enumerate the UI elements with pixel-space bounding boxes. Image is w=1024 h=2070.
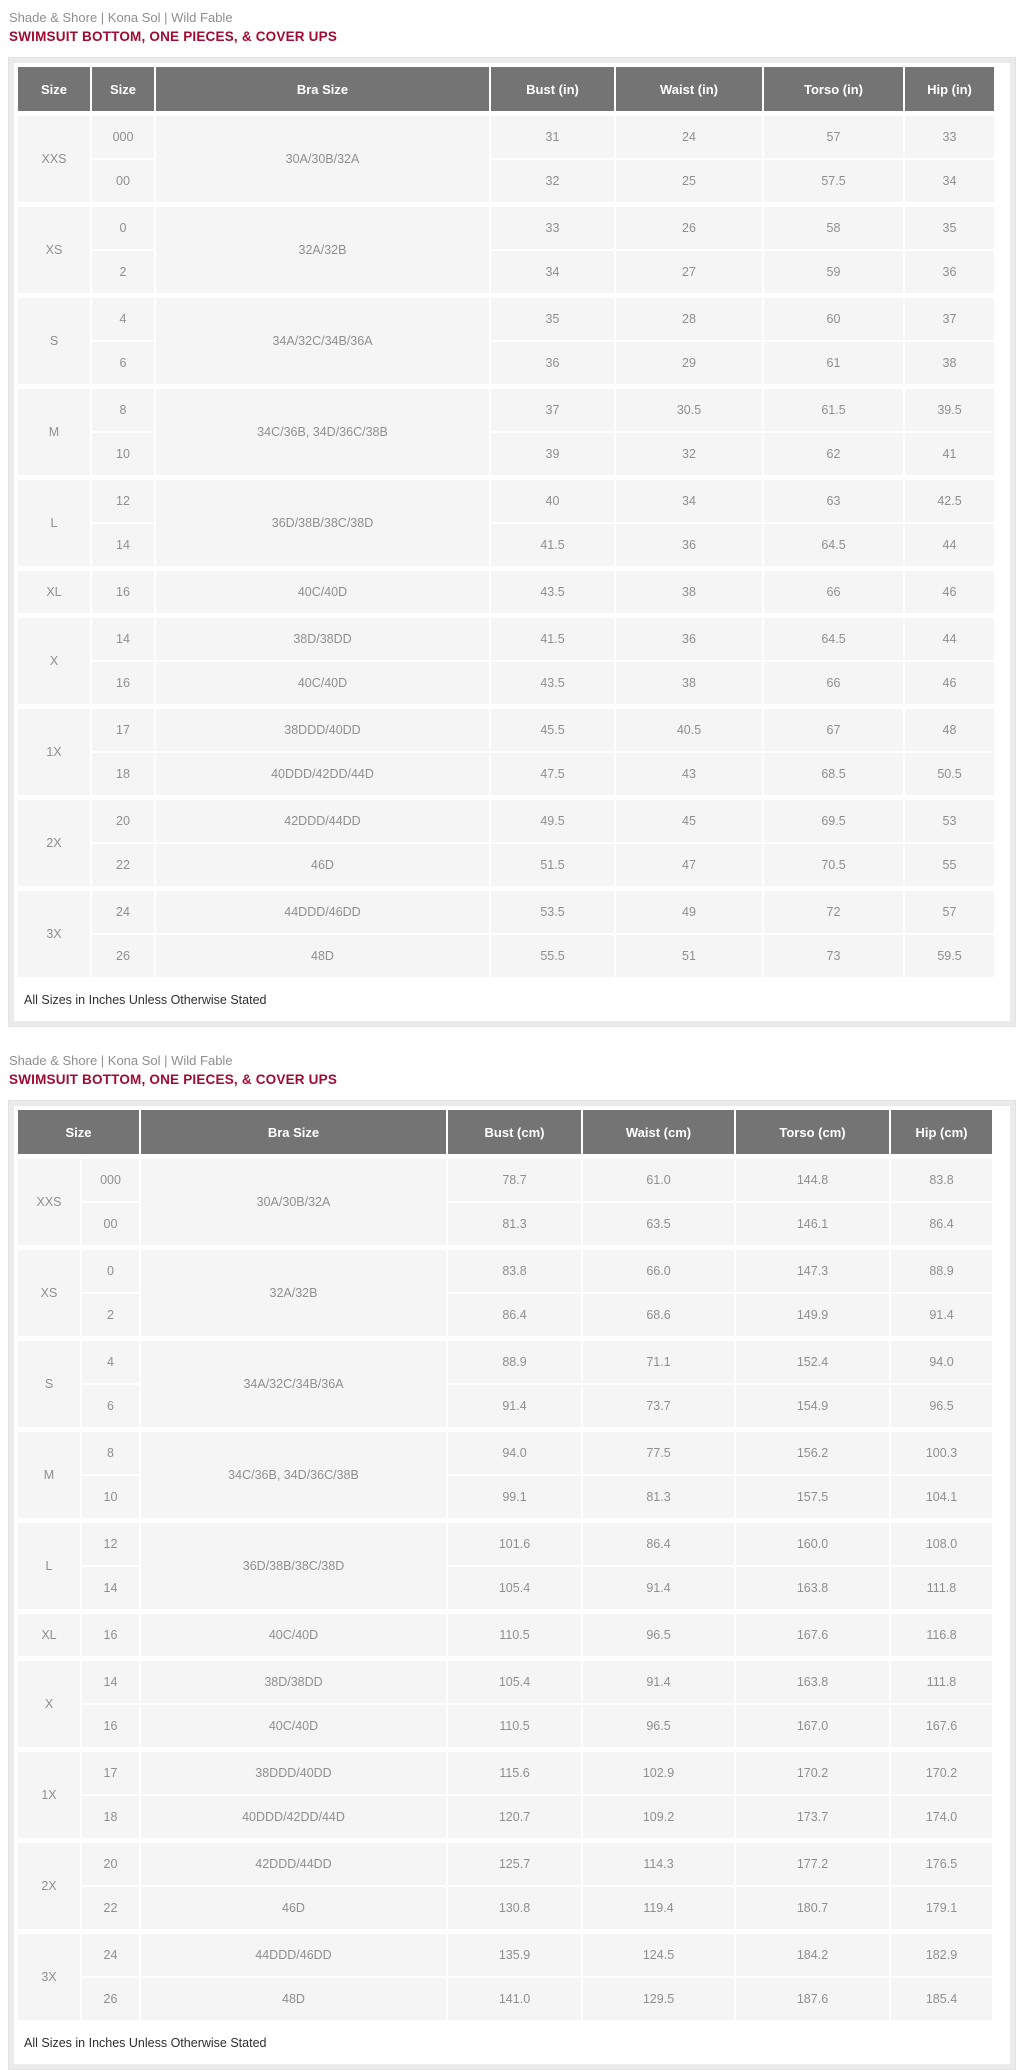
waist-cell: 124.5	[582, 1932, 735, 1978]
hip-cell: 44	[904, 616, 995, 662]
waist-cell: 96.5	[582, 1612, 735, 1659]
size-group-cell: XL	[17, 569, 91, 616]
torso-cell: 72	[763, 889, 904, 935]
size-number-cell: 00	[81, 1202, 140, 1248]
waist-cell: 96.5	[582, 1704, 735, 1750]
waist-cell: 71.1	[582, 1339, 735, 1385]
size-number-cell: 0	[91, 205, 155, 251]
torso-cell: 149.9	[735, 1293, 890, 1339]
bust-cell: 115.6	[447, 1750, 582, 1796]
torso-cell: 180.7	[735, 1886, 890, 1932]
torso-cell: 154.9	[735, 1384, 890, 1430]
waist-cell: 29	[615, 341, 763, 387]
waist-cell: 77.5	[582, 1430, 735, 1476]
torso-cell: 61.5	[763, 387, 904, 433]
bust-cell: 49.5	[490, 798, 615, 844]
size-number-cell: 10	[91, 432, 155, 478]
hip-cell: 59.5	[904, 934, 995, 978]
table-row	[17, 934, 995, 978]
size-chart-table-cm	[16, 1108, 994, 2022]
bust-cell: 99.1	[447, 1475, 582, 1521]
hip-cell: 46	[904, 569, 995, 616]
torso-cell: 70.5	[763, 843, 904, 889]
bust-cell: 40	[490, 478, 615, 524]
bra-size-cell: 30A/30B/32A	[140, 1157, 447, 1248]
bust-cell: 135.9	[447, 1932, 582, 1978]
size-number-cell: 24	[91, 889, 155, 935]
size-group-cell: 3X	[17, 1932, 81, 2022]
size-number-cell: 8	[91, 387, 155, 433]
torso-cell: 69.5	[763, 798, 904, 844]
size-number-cell: 20	[91, 798, 155, 844]
size-number-cell: 10	[81, 1475, 140, 1521]
size-number-cell: 20	[81, 1841, 140, 1887]
waist-cell: 91.4	[582, 1659, 735, 1705]
size-group-cell: 2X	[17, 798, 91, 889]
column-header: Torso (cm)	[735, 1109, 890, 1157]
bra-size-cell: 40C/40D	[155, 661, 490, 707]
size-group-cell: 3X	[17, 889, 91, 979]
waist-cell: 45	[615, 798, 763, 844]
torso-cell: 64.5	[763, 616, 904, 662]
torso-cell: 163.8	[735, 1659, 890, 1705]
column-header: Bra Size	[155, 66, 490, 114]
table-row	[17, 1795, 993, 1841]
hip-cell: 34	[904, 159, 995, 205]
bra-size-cell: 38DDD/40DD	[140, 1750, 447, 1796]
size-number-cell: 14	[81, 1566, 140, 1612]
size-chart-content-inches	[14, 63, 1010, 1021]
torso-cell: 68.5	[763, 752, 904, 798]
size-number-cell: 14	[91, 616, 155, 662]
waist-cell: 24	[615, 114, 763, 160]
column-header: Bust (in)	[490, 66, 615, 114]
torso-cell: 64.5	[763, 523, 904, 569]
size-number-cell: 6	[81, 1384, 140, 1430]
bra-size-cell: 38D/38DD	[140, 1659, 447, 1705]
bra-size-cell: 40C/40D	[140, 1612, 447, 1659]
size-number-cell: 2	[81, 1293, 140, 1339]
table-row	[17, 889, 995, 935]
column-header: Hip (cm)	[890, 1109, 993, 1157]
size-group-cell: 1X	[17, 707, 91, 798]
torso-cell: 177.2	[735, 1841, 890, 1887]
waist-cell: 38	[615, 569, 763, 616]
size-group-cell: XXS	[17, 1157, 81, 1248]
brand-list: Shade & Shore | Kona Sol | Wild Fable	[9, 10, 233, 25]
table-row	[17, 1521, 993, 1567]
size-number-cell: 14	[91, 523, 155, 569]
bra-size-cell: 32A/32B	[140, 1248, 447, 1339]
waist-cell: 109.2	[582, 1795, 735, 1841]
size-number-cell: 0	[81, 1248, 140, 1294]
waist-cell: 30.5	[615, 387, 763, 433]
waist-cell: 34	[615, 478, 763, 524]
bust-cell: 83.8	[447, 1248, 582, 1294]
torso-cell: 67	[763, 707, 904, 753]
waist-cell: 102.9	[582, 1750, 735, 1796]
category-title: SWIMSUIT BOTTOM, ONE PIECES, & COVER UPS	[9, 1072, 338, 1087]
waist-cell: 38	[615, 661, 763, 707]
size-number-cell: 16	[91, 569, 155, 616]
torso-cell: 147.3	[735, 1248, 890, 1294]
size-number-cell: 8	[81, 1430, 140, 1476]
hip-cell: 44	[904, 523, 995, 569]
waist-cell: 51	[615, 934, 763, 978]
bra-size-cell: 42DDD/44DD	[155, 798, 490, 844]
waist-cell: 86.4	[582, 1521, 735, 1567]
size-number-cell: 12	[81, 1521, 140, 1567]
bust-cell: 43.5	[490, 569, 615, 616]
category-title: SWIMSUIT BOTTOM, ONE PIECES, & COVER UPS	[9, 29, 338, 44]
table-row	[17, 798, 995, 844]
waist-cell: 91.4	[582, 1566, 735, 1612]
waist-cell: 73.7	[582, 1384, 735, 1430]
header-row	[17, 1109, 993, 1157]
table-row	[17, 1704, 993, 1750]
table-row	[17, 1886, 993, 1932]
torso-cell: 144.8	[735, 1157, 890, 1203]
waist-cell: 36	[615, 523, 763, 569]
hip-cell: 88.9	[890, 1248, 993, 1294]
waist-cell: 43	[615, 752, 763, 798]
waist-cell: 119.4	[582, 1886, 735, 1932]
bra-size-cell: 40DDD/42DD/44D	[155, 752, 490, 798]
hip-cell: 170.2	[890, 1750, 993, 1796]
hip-cell: 42.5	[904, 478, 995, 524]
waist-cell: 47	[615, 843, 763, 889]
bust-cell: 101.6	[447, 1521, 582, 1567]
size-number-cell: 22	[81, 1886, 140, 1932]
torso-cell: 57	[763, 114, 904, 160]
waist-cell: 40.5	[615, 707, 763, 753]
hip-cell: 179.1	[890, 1886, 993, 1932]
waist-cell: 25	[615, 159, 763, 205]
size-number-cell: 16	[81, 1612, 140, 1659]
size-number-cell: 000	[81, 1157, 140, 1203]
bust-cell: 130.8	[447, 1886, 582, 1932]
hip-cell: 100.3	[890, 1430, 993, 1476]
bra-size-cell: 48D	[155, 934, 490, 978]
hip-cell: 83.8	[890, 1157, 993, 1203]
waist-cell: 32	[615, 432, 763, 478]
torso-cell: 167.6	[735, 1612, 890, 1659]
table-row	[17, 661, 995, 707]
hip-cell: 111.8	[890, 1566, 993, 1612]
waist-cell: 49	[615, 889, 763, 935]
size-number-cell: 14	[81, 1659, 140, 1705]
bust-cell: 39	[490, 432, 615, 478]
hip-cell: 167.6	[890, 1704, 993, 1750]
bust-cell: 94.0	[447, 1430, 582, 1476]
torso-cell: 57.5	[763, 159, 904, 205]
torso-cell: 170.2	[735, 1750, 890, 1796]
torso-cell: 160.0	[735, 1521, 890, 1567]
bust-cell: 41.5	[490, 523, 615, 569]
size-number-cell: 16	[91, 661, 155, 707]
size-number-cell: 4	[81, 1339, 140, 1385]
torso-cell: 66	[763, 661, 904, 707]
hip-cell: 53	[904, 798, 995, 844]
bust-cell: 53.5	[490, 889, 615, 935]
size-group-cell: M	[17, 387, 91, 478]
size-group-cell: M	[17, 1430, 81, 1521]
bust-cell: 47.5	[490, 752, 615, 798]
hip-cell: 104.1	[890, 1475, 993, 1521]
torso-cell: 152.4	[735, 1339, 890, 1385]
bra-size-cell: 34A/32C/34B/36A	[140, 1339, 447, 1430]
hip-cell: 37	[904, 296, 995, 342]
hip-cell: 116.8	[890, 1612, 993, 1659]
torso-cell: 73	[763, 934, 904, 978]
size-group-cell: XL	[17, 1612, 81, 1659]
size-chart-content-cm	[14, 1106, 1010, 2064]
size-group-cell: XS	[17, 205, 91, 296]
hip-cell: 86.4	[890, 1202, 993, 1248]
torso-cell: 184.2	[735, 1932, 890, 1978]
bra-size-cell: 46D	[155, 843, 490, 889]
hip-cell: 94.0	[890, 1339, 993, 1385]
waist-cell: 81.3	[582, 1475, 735, 1521]
hip-cell: 50.5	[904, 752, 995, 798]
column-header: Bra Size	[140, 1109, 447, 1157]
bra-size-cell: 34A/32C/34B/36A	[155, 296, 490, 387]
title-block-cm	[9, 1053, 1024, 1088]
bust-cell: 91.4	[447, 1384, 582, 1430]
bust-cell: 105.4	[447, 1659, 582, 1705]
hip-cell: 46	[904, 661, 995, 707]
size-number-cell: 18	[91, 752, 155, 798]
size-number-cell: 12	[91, 478, 155, 524]
torso-cell: 156.2	[735, 1430, 890, 1476]
size-group-cell: XXS	[17, 114, 91, 205]
table-row	[17, 205, 995, 251]
bra-size-cell: 36D/38B/38C/38D	[155, 478, 490, 569]
bust-cell: 88.9	[447, 1339, 582, 1385]
bra-size-cell: 34C/36B, 34D/36C/38B	[155, 387, 490, 478]
table-row	[17, 387, 995, 433]
size-number-cell: 16	[81, 1704, 140, 1750]
size-number-cell: 22	[91, 843, 155, 889]
waist-cell: 129.5	[582, 1977, 735, 2021]
torso-cell: 146.1	[735, 1202, 890, 1248]
bust-cell: 141.0	[447, 1977, 582, 2021]
torso-cell: 62	[763, 432, 904, 478]
bust-cell: 120.7	[447, 1795, 582, 1841]
torso-cell: 157.5	[735, 1475, 890, 1521]
table-row	[17, 478, 995, 524]
title-block-inches	[9, 10, 1024, 45]
column-header: Size	[17, 1109, 140, 1157]
table-row	[17, 1612, 993, 1659]
hip-cell: 36	[904, 250, 995, 296]
size-number-cell: 26	[91, 934, 155, 978]
column-header: Bust (cm)	[447, 1109, 582, 1157]
bra-size-cell: 40C/40D	[140, 1704, 447, 1750]
waist-cell: 61.0	[582, 1157, 735, 1203]
hip-cell: 111.8	[890, 1659, 993, 1705]
size-number-cell: 000	[91, 114, 155, 160]
bust-cell: 110.5	[447, 1612, 582, 1659]
bra-size-cell: 44DDD/46DD	[155, 889, 490, 935]
bra-size-cell: 30A/30B/32A	[155, 114, 490, 205]
waist-cell: 63.5	[582, 1202, 735, 1248]
size-number-cell: 18	[81, 1795, 140, 1841]
table-row	[17, 707, 995, 753]
waist-cell: 28	[615, 296, 763, 342]
bra-size-cell: 34C/36B, 34D/36C/38B	[140, 1430, 447, 1521]
hip-cell: 38	[904, 341, 995, 387]
table-row	[17, 616, 995, 662]
torso-cell: 63	[763, 478, 904, 524]
footnote: All Sizes in Inches Unless Otherwise Stated	[16, 2022, 1008, 2064]
size-chart-table-inches	[16, 65, 996, 979]
table-row	[17, 1977, 993, 2021]
bust-cell: 51.5	[490, 843, 615, 889]
bra-size-cell: 48D	[140, 1977, 447, 2021]
table-row	[17, 569, 995, 616]
table-row	[17, 1248, 993, 1294]
brand-list: Shade & Shore | Kona Sol | Wild Fable	[9, 1053, 233, 1068]
size-group-cell: L	[17, 1521, 81, 1612]
bust-cell: 110.5	[447, 1704, 582, 1750]
hip-cell: 39.5	[904, 387, 995, 433]
column-header: Size	[91, 66, 155, 114]
bra-size-cell: 40DDD/42DD/44D	[140, 1795, 447, 1841]
column-header: Hip (in)	[904, 66, 995, 114]
bra-size-cell: 44DDD/46DD	[140, 1932, 447, 1978]
size-group-cell: S	[17, 1339, 81, 1430]
size-chart-panel-cm	[8, 1100, 1016, 2070]
bust-cell: 45.5	[490, 707, 615, 753]
column-header: Size	[17, 66, 91, 114]
bust-cell: 55.5	[490, 934, 615, 978]
waist-cell: 114.3	[582, 1841, 735, 1887]
size-number-cell: 2	[91, 250, 155, 296]
waist-cell: 36	[615, 616, 763, 662]
torso-cell: 163.8	[735, 1566, 890, 1612]
footnote: All Sizes in Inches Unless Otherwise Stated	[16, 979, 1008, 1021]
bra-size-cell: 46D	[140, 1886, 447, 1932]
size-number-cell: 4	[91, 296, 155, 342]
size-group-cell: X	[17, 616, 91, 707]
size-group-cell: X	[17, 1659, 81, 1750]
torso-cell: 58	[763, 205, 904, 251]
table-row	[17, 1157, 993, 1203]
size-number-cell: 17	[91, 707, 155, 753]
waist-cell: 26	[615, 205, 763, 251]
size-number-cell: 24	[81, 1932, 140, 1978]
hip-cell: 33	[904, 114, 995, 160]
torso-cell: 173.7	[735, 1795, 890, 1841]
size-number-cell: 26	[81, 1977, 140, 2021]
hip-cell: 96.5	[890, 1384, 993, 1430]
bra-size-cell: 36D/38B/38C/38D	[140, 1521, 447, 1612]
bust-cell: 36	[490, 341, 615, 387]
table-row	[17, 1430, 993, 1476]
torso-cell: 59	[763, 250, 904, 296]
size-chart-panel-inches	[8, 57, 1016, 1027]
hip-cell: 41	[904, 432, 995, 478]
hip-cell: 55	[904, 843, 995, 889]
table-row	[17, 1841, 993, 1887]
hip-cell: 48	[904, 707, 995, 753]
bust-cell: 34	[490, 250, 615, 296]
waist-cell: 66.0	[582, 1248, 735, 1294]
bra-size-cell: 40C/40D	[155, 569, 490, 616]
size-group-cell: L	[17, 478, 91, 569]
bust-cell: 78.7	[447, 1157, 582, 1203]
torso-cell: 66	[763, 569, 904, 616]
column-header: Waist (in)	[615, 66, 763, 114]
bust-cell: 41.5	[490, 616, 615, 662]
waist-cell: 27	[615, 250, 763, 296]
table-row	[17, 114, 995, 160]
bust-cell: 31	[490, 114, 615, 160]
hip-cell: 35	[904, 205, 995, 251]
hip-cell: 182.9	[890, 1932, 993, 1978]
hip-cell: 185.4	[890, 1977, 993, 2021]
size-group-cell: XS	[17, 1248, 81, 1339]
bra-size-cell: 32A/32B	[155, 205, 490, 296]
column-header: Waist (cm)	[582, 1109, 735, 1157]
hip-cell: 174.0	[890, 1795, 993, 1841]
table-row	[17, 1932, 993, 1978]
size-number-cell: 6	[91, 341, 155, 387]
size-number-cell: 00	[91, 159, 155, 205]
bust-cell: 125.7	[447, 1841, 582, 1887]
bust-cell: 37	[490, 387, 615, 433]
header-row	[17, 66, 995, 114]
torso-cell: 61	[763, 341, 904, 387]
size-group-cell: 1X	[17, 1750, 81, 1841]
hip-cell: 108.0	[890, 1521, 993, 1567]
size-group-cell: 2X	[17, 1841, 81, 1932]
bust-cell: 105.4	[447, 1566, 582, 1612]
hip-cell: 176.5	[890, 1841, 993, 1887]
table-row	[17, 1750, 993, 1796]
hip-cell: 91.4	[890, 1293, 993, 1339]
bra-size-cell: 42DDD/44DD	[140, 1841, 447, 1887]
bust-cell: 43.5	[490, 661, 615, 707]
bra-size-cell: 38DDD/40DD	[155, 707, 490, 753]
table-row	[17, 1659, 993, 1705]
torso-cell: 60	[763, 296, 904, 342]
table-row	[17, 843, 995, 889]
size-number-cell: 17	[81, 1750, 140, 1796]
hip-cell: 57	[904, 889, 995, 935]
table-row	[17, 1339, 993, 1385]
bust-cell: 86.4	[447, 1293, 582, 1339]
table-row	[17, 296, 995, 342]
table-row	[17, 752, 995, 798]
torso-cell: 167.0	[735, 1704, 890, 1750]
column-header: Torso (in)	[763, 66, 904, 114]
size-group-cell: S	[17, 296, 91, 387]
bust-cell: 35	[490, 296, 615, 342]
bust-cell: 33	[490, 205, 615, 251]
torso-cell: 187.6	[735, 1977, 890, 2021]
bra-size-cell: 38D/38DD	[155, 616, 490, 662]
bust-cell: 81.3	[447, 1202, 582, 1248]
waist-cell: 68.6	[582, 1293, 735, 1339]
bust-cell: 32	[490, 159, 615, 205]
